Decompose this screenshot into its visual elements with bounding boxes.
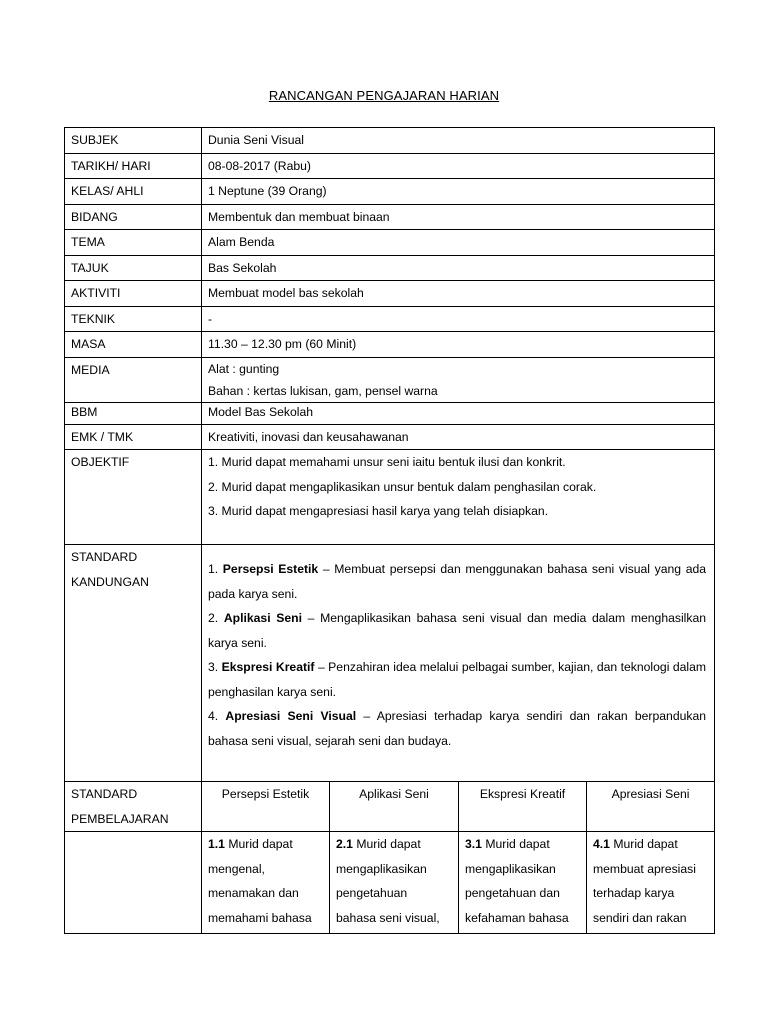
- row-value: [202, 357, 715, 402]
- sp-num: 4.1: [593, 837, 610, 851]
- sp-content-cell: 4.1 Murid dapat membuat apresiasi terhadap karya sendiri dan rakan: [587, 832, 715, 934]
- row-value: [202, 545, 715, 782]
- row-value: 08-08-2017 (Rabu): [202, 153, 715, 179]
- standard-item: 1. Persepsi Estetik – Membuat persepsi dan menggunakan bahasa seni visual yang ada pada karya seni.: [208, 562, 707, 601]
- label-line: PEMBELAJARAN: [71, 811, 169, 826]
- row-media: [65, 357, 715, 402]
- lesson-plan-table: [64, 127, 715, 934]
- label-line: KANDUNGAN: [71, 574, 149, 589]
- row-value: Alam Benda: [202, 230, 715, 256]
- row-label: TEKNIK: [65, 306, 202, 332]
- sp-content-cell: 2.1 Murid dapat mengaplikasikan pengetahuan bahasa seni visual,: [330, 832, 459, 934]
- row-value: Kreativiti, inovasi dan keusahawanan: [202, 424, 715, 450]
- objective-item: 2. Murid dapat mengaplikasikan unsur bentuk dalam penghasilan corak.: [208, 479, 597, 494]
- row-label: TAJUK: [65, 255, 202, 281]
- sp-header-cell: Apresiasi Seni: [587, 782, 715, 832]
- standard-term: Ekspresi Kreatif: [221, 660, 315, 674]
- label-line: STANDARD: [71, 550, 138, 564]
- row-kelas: [65, 179, 715, 205]
- objective-item: 3. Murid dapat mengapresiasi hasil karya yang telah disiapkan.: [208, 504, 549, 518]
- row-label: BIDANG: [65, 204, 202, 230]
- standard-term: Persepsi Estetik: [222, 562, 319, 576]
- sp-header-cell: Ekspresi Kreatif: [459, 782, 587, 832]
- row-bbm: [65, 402, 715, 424]
- row-masa: [65, 332, 715, 358]
- document-title: RANCANGAN PENGAJARAN HARIAN: [268, 88, 500, 103]
- standard-item: 3. Ekspresi Kreatif – Penzahiran idea melalui pelbagai sumber, kajian, dan teknologi dalam penghasilan karya seni.: [208, 660, 707, 699]
- row-tajuk: [65, 255, 715, 281]
- row-value: 1 Neptune (39 Orang): [202, 179, 715, 205]
- label-line: STANDARD: [71, 787, 138, 801]
- row-label: TARIKH/ HARI: [65, 153, 202, 179]
- media-line: Alat : gunting: [208, 361, 280, 376]
- row-label: KELAS/ AHLI: [65, 179, 202, 205]
- row-label: MASA: [65, 332, 202, 358]
- standard-item: 4. Apresiasi Seni Visual – Apresiasi terhadap karya sendiri dan rakan berpandukan bahasa seni visual, sejarah seni dan budaya.: [208, 709, 707, 748]
- row-value: Dunia Seni Visual: [202, 128, 715, 154]
- sp-content-cell: 3.1 Murid dapat mengaplikasikan pengetahuan dan kefahaman bahasa: [459, 832, 587, 934]
- row-value: 11.30 – 12.30 pm (60 Minit): [202, 332, 715, 358]
- row-label: [65, 782, 202, 832]
- row-objektif: [65, 450, 715, 545]
- sp-num: 3.1: [465, 837, 482, 851]
- standard-item: 2. Aplikasi Seni – Mengaplikasikan bahasa seni visual dan media dalam menghasilkan karya seni.: [208, 611, 707, 650]
- row-label-empty: [65, 832, 202, 934]
- row-label: AKTIVITI: [65, 281, 202, 307]
- row-value: -: [202, 306, 715, 332]
- row-value: [202, 450, 715, 545]
- sp-header-cell: Aplikasi Seni: [330, 782, 459, 832]
- row-standard-kandungan: [65, 545, 715, 782]
- row-standard-pembelajaran-content: [65, 832, 715, 934]
- objective-item: 1. Murid dapat memahami unsur seni iaitu bentuk ilusi dan konkrit.: [208, 455, 566, 469]
- standard-term: Apresiasi Seni Visual: [225, 709, 357, 723]
- sp-content-cell: 1.1 Murid dapat mengenal, menamakan dan memahami bahasa: [202, 832, 330, 934]
- row-value: Model Bas Sekolah: [202, 402, 715, 424]
- sp-num: 1.1: [208, 837, 225, 851]
- row-label: BBM: [65, 402, 202, 424]
- row-subjek: [65, 128, 715, 154]
- row-label: TEMA: [65, 230, 202, 256]
- row-label: [65, 545, 202, 782]
- row-aktiviti: [65, 281, 715, 307]
- row-value: Membuat model bas sekolah: [202, 281, 715, 307]
- row-label: MEDIA: [65, 357, 202, 402]
- row-teknik: [65, 306, 715, 332]
- row-value: Bas Sekolah: [202, 255, 715, 281]
- row-tema: [65, 230, 715, 256]
- row-label: OBJEKTIF: [65, 450, 202, 545]
- row-emk: [65, 424, 715, 450]
- row-standard-pembelajaran-header: [65, 782, 715, 832]
- row-value: Membentuk dan membuat binaan: [202, 204, 715, 230]
- media-line: Bahan : kertas lukisan, gam, pensel warna: [208, 383, 438, 398]
- row-label: SUBJEK: [65, 128, 202, 154]
- sp-header-cell: Persepsi Estetik: [202, 782, 330, 832]
- row-bidang: [65, 204, 715, 230]
- row-tarikh: [65, 153, 715, 179]
- standard-term: Aplikasi Seni: [223, 611, 302, 625]
- sp-num: 2.1: [336, 837, 353, 851]
- row-label: EMK / TMK: [65, 424, 202, 450]
